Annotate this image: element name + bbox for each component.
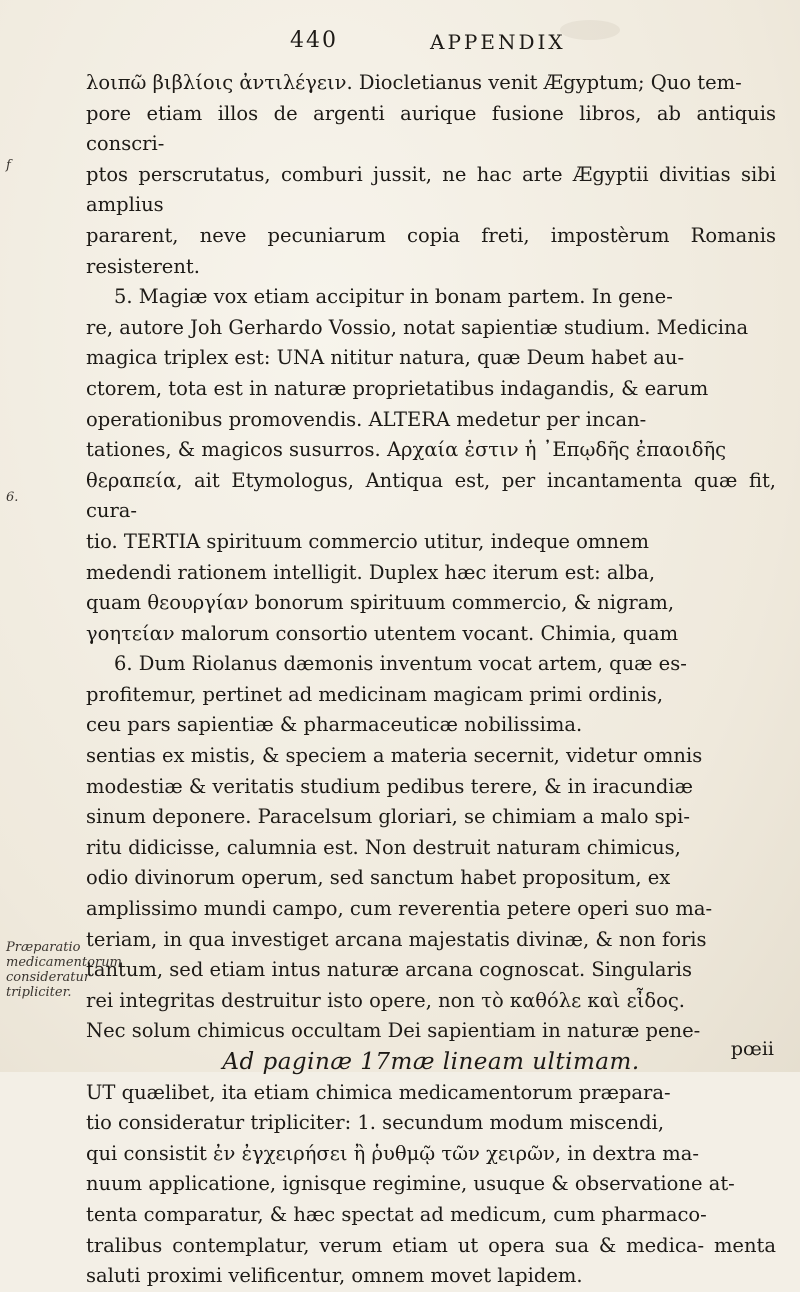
- running-title: APPENDIX: [430, 30, 566, 54]
- text-line: tio consideratur tripliciter: 1. secundum modum miscendi,: [86, 1111, 665, 1135]
- text-line: ptos perscrutatus, comburi jussit, ne hac arte Ægyptii divitias sibi amplius: [86, 162, 776, 217]
- running-header: [290, 18, 710, 58]
- text-line: odio divinorum operum, sed sanctum habet propositum, ex: [86, 866, 671, 890]
- text-line: ritu didicisse, calumnia est. Non destruit naturam chimicus,: [86, 835, 681, 859]
- text-line: 6. Dum Riolanus dæmonis inventum vocat artem, quæ es-: [114, 652, 687, 676]
- text-line: magica triplex est: UNA nititur natura, quæ Deum habet au-: [86, 346, 685, 370]
- text-line: operationibus promovendis. ALTERA medetur per incan-: [86, 407, 647, 431]
- text-line: 5. Magiæ vox etiam accipitur in bonam partem. In gene-: [114, 285, 673, 309]
- margin-note-f: f: [6, 158, 11, 173]
- text-line: sinum deponere. Paracelsum gloriari, se chimiam a malo spi-: [86, 805, 690, 829]
- text-line: γοητείαν malorum consortio utentem vocant. Chimia, quam: [86, 621, 679, 645]
- margin-note-praeparatio: Præparatio medicamentorum consideratur tripliciter.: [6, 940, 122, 1000]
- text-line: tio. TERTIA spirituum commercio utitur, indeque omnem: [86, 529, 649, 553]
- text-line: pararent, neve pecuniarum copia freti, impostèrum Romanis resisterent.: [86, 223, 776, 278]
- text-line: modestiæ & veritatis studium pedibus terere, & in iracundiæ: [86, 774, 693, 798]
- text-line: pore etiam illos de argenti aurique fusione libros, ab antiquis conscri-: [86, 101, 776, 156]
- text-line: θεραπεία, ait Etymologus, Antiqua est, per incantamenta quæ fit, cura-: [86, 468, 776, 523]
- text-line: nuum applicatione, ignisque regimine, usuque & observatione at-: [86, 1172, 735, 1196]
- page-number: 440: [290, 28, 338, 53]
- text-line: tantum, sed etiam intus naturæ arcana cognoscat. Singularis: [86, 958, 693, 982]
- catchword: pœii: [730, 1038, 774, 1060]
- text-line: rei integritas destruitur isto opere, non τὸ καθόλε καὶ εἶδος.: [86, 988, 685, 1012]
- text-line: profitemur, pertinet ad medicinam magicam primi ordinis,: [86, 682, 664, 706]
- text-line: teriam, in qua investiget arcana majestatis divinæ, & non foris: [86, 927, 707, 951]
- text-line: ceu pars sapientiæ & pharmaceuticæ nobilissima.: [86, 713, 583, 737]
- text-line: sentias ex mistis, & speciem a materia secernit, videtur omnis: [86, 744, 703, 768]
- text-line: qui consistit ἐν ἐγχειρήσει ἢ ῥυθμῷ τῶν χειρῶν, in dextra ma-: [86, 1141, 699, 1165]
- text-line: tralibus contemplatur, verum etiam ut opera sua & medica- menta saluti proximi velificentur, omnem movet lapidem.: [86, 1233, 776, 1288]
- text-line: Nec solum chimicus occultam Dei sapientiam in naturæ pene-: [86, 1019, 701, 1043]
- text-line: quam θεουργίαν bonorum spirituum commercio, & nigram,: [86, 591, 675, 615]
- text-line: λοιπῶ βιβλίοις ἀντιλέγειν. Diocletianus venit Ægyptum; Quo tem-: [86, 71, 742, 94]
- text-line: UT quælibet, ita etiam chimica medicamentorum præpara-: [86, 1080, 671, 1104]
- text-line: re, autore Joh Gerhardo Vossio, notat sapientiæ studium. Medicina: [86, 315, 749, 339]
- text-line: medendi rationem intelligit. Duplex hæc iterum est: alba,: [86, 560, 656, 584]
- text-line: ctorem, tota est in naturæ proprietatibus indagandis, & earum: [86, 376, 709, 400]
- page-body: [86, 68, 776, 1292]
- text-line: tenta comparatur, & hæc spectat ad medicum, cum pharmaco-: [86, 1202, 707, 1226]
- text-line: amplissimo mundi campo, cum reverentia petere operi suo ma-: [86, 897, 713, 921]
- section-heading: Ad paginæ 17mæ lineam ultimam.: [222, 1049, 640, 1075]
- text-line: tationes, & magicos susurros. Αρχαία ἐστιν ἡ ᾿Επῳδῆς ἐπαοιδῆς: [86, 438, 727, 462]
- margin-note-numeral-6: 6.: [6, 490, 19, 505]
